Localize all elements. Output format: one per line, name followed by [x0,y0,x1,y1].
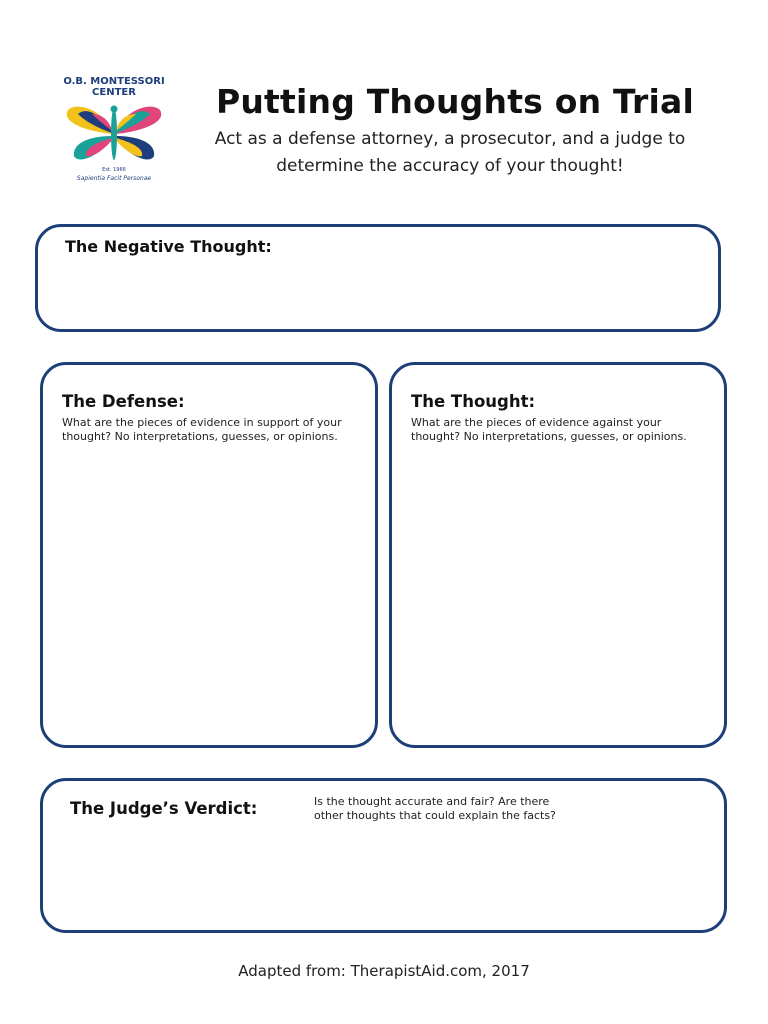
school-logo [58,76,170,196]
thought-description: What are the pieces of evidence against your thought? No interpretations, guesses, or opinions. [411,416,687,443]
logo-motto: Sapientia Facit Personae [76,175,152,182]
logo-name-line2: CENTER [92,87,136,98]
footer-credit: Adapted from: TherapistAid.com, 2017 [238,962,530,980]
negative-thought-box[interactable] [35,224,721,332]
butterfly-icon [62,100,166,166]
defense-description: What are the pieces of evidence in support of your thought? No interpretations, guesses, or opinions. [62,416,342,443]
negative-thought-heading: The Negative Thought: [65,237,272,256]
thought-heading: The Thought: [411,392,536,411]
defense-heading: The Defense: [62,392,185,411]
verdict-description: Is the thought accurate and fair? Are there other thoughts that could explain the facts? [314,795,556,822]
page-subtitle: Act as a defense attorney, a prosecutor, and a judge to determine the accuracy of your thought! [214,129,686,176]
defense-box[interactable] [40,362,378,748]
logo-established: Est. 1966 [102,167,126,173]
thought-box[interactable] [389,362,727,748]
page-title: Putting Thoughts on Trial [215,82,695,121]
logo-name-line1: O.B. MONTESSORI [63,76,165,87]
verdict-box[interactable] [40,778,727,933]
verdict-heading: The Judge’s Verdict: [70,799,258,818]
